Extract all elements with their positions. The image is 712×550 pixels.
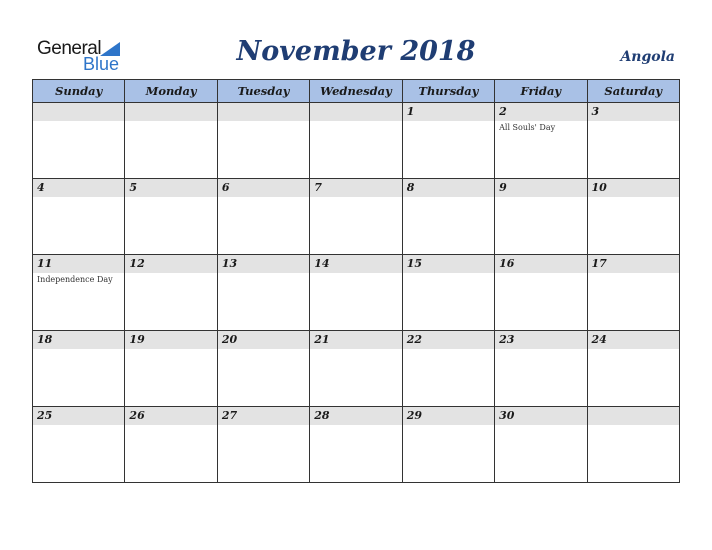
day-number: 29	[403, 407, 494, 425]
day-number: 17	[588, 255, 679, 273]
day-cell	[33, 331, 125, 407]
logo-text-general: General	[37, 38, 102, 59]
day-number	[218, 103, 309, 121]
weekday-wednesday: Wednesday	[310, 80, 402, 103]
day-number: 16	[495, 255, 586, 273]
weekday-tuesday: Tuesday	[217, 80, 309, 103]
day-cell	[125, 179, 217, 255]
day-number: 9	[495, 179, 586, 197]
week-row	[33, 331, 680, 407]
day-cell	[217, 331, 309, 407]
day-number: 4	[33, 179, 124, 197]
day-number: 24	[588, 331, 679, 349]
day-cell	[402, 103, 494, 179]
week-row	[33, 103, 680, 179]
day-cell	[33, 407, 125, 483]
day-cell	[310, 407, 402, 483]
day-number: 6	[218, 179, 309, 197]
day-number: 20	[218, 331, 309, 349]
day-number: 25	[33, 407, 124, 425]
day-cell	[402, 255, 494, 331]
day-number: 14	[310, 255, 401, 273]
weekday-friday: Friday	[495, 80, 587, 103]
day-cell	[587, 331, 679, 407]
day-number: 27	[218, 407, 309, 425]
day-number: 28	[310, 407, 401, 425]
day-cell	[495, 255, 587, 331]
day-number: 8	[403, 179, 494, 197]
day-number: 15	[403, 255, 494, 273]
holiday-label: All Souls' Day	[499, 123, 556, 132]
day-number: 12	[125, 255, 216, 273]
day-number: 10	[588, 179, 679, 197]
weekday-monday: Monday	[125, 80, 217, 103]
day-cell	[587, 255, 679, 331]
day-cell	[495, 407, 587, 483]
day-cell	[587, 103, 679, 179]
weekday-thursday: Thursday	[402, 80, 494, 103]
day-number	[33, 103, 124, 121]
day-cell	[495, 179, 587, 255]
calendar-grid	[32, 79, 680, 483]
day-number: 5	[125, 179, 216, 197]
day-cell	[125, 331, 217, 407]
day-cell	[217, 255, 309, 331]
day-cell	[495, 103, 587, 179]
day-number: 2	[495, 103, 586, 121]
day-number	[588, 407, 679, 425]
country-label: Angola	[620, 49, 675, 65]
day-number: 21	[310, 331, 401, 349]
day-number: 22	[403, 331, 494, 349]
day-number: 26	[125, 407, 216, 425]
day-cell	[33, 103, 125, 179]
day-number: 30	[495, 407, 586, 425]
day-cell	[310, 331, 402, 407]
day-cell	[310, 255, 402, 331]
day-cell	[310, 179, 402, 255]
calendar-title: November 2018	[236, 36, 476, 67]
weekday-sunday: Sunday	[33, 80, 125, 103]
week-row	[33, 179, 680, 255]
day-number: 23	[495, 331, 586, 349]
day-cell	[125, 103, 217, 179]
day-cell	[125, 407, 217, 483]
day-cell	[33, 179, 125, 255]
holiday-label: Independence Day	[37, 275, 113, 284]
day-number: 3	[588, 103, 679, 121]
day-cell	[33, 255, 125, 331]
day-number: 13	[218, 255, 309, 273]
day-cell	[495, 331, 587, 407]
day-number: 7	[310, 179, 401, 197]
day-cell	[125, 255, 217, 331]
week-row	[33, 407, 680, 483]
day-cell	[217, 407, 309, 483]
day-cell	[402, 179, 494, 255]
day-cell	[587, 179, 679, 255]
day-number: 18	[33, 331, 124, 349]
day-cell	[587, 407, 679, 483]
day-cell	[217, 179, 309, 255]
week-row	[33, 255, 680, 331]
logo-text-blue: Blue	[83, 54, 120, 74]
day-cell	[217, 103, 309, 179]
day-number: 19	[125, 331, 216, 349]
day-number	[125, 103, 216, 121]
day-number: 1	[403, 103, 494, 121]
day-number: 11	[33, 255, 124, 273]
day-cell	[402, 407, 494, 483]
weekday-saturday: Saturday	[587, 80, 679, 103]
weekday-header-row	[33, 80, 680, 103]
day-cell	[402, 331, 494, 407]
day-number	[310, 103, 401, 121]
calendar-body	[33, 103, 680, 483]
day-cell	[310, 103, 402, 179]
